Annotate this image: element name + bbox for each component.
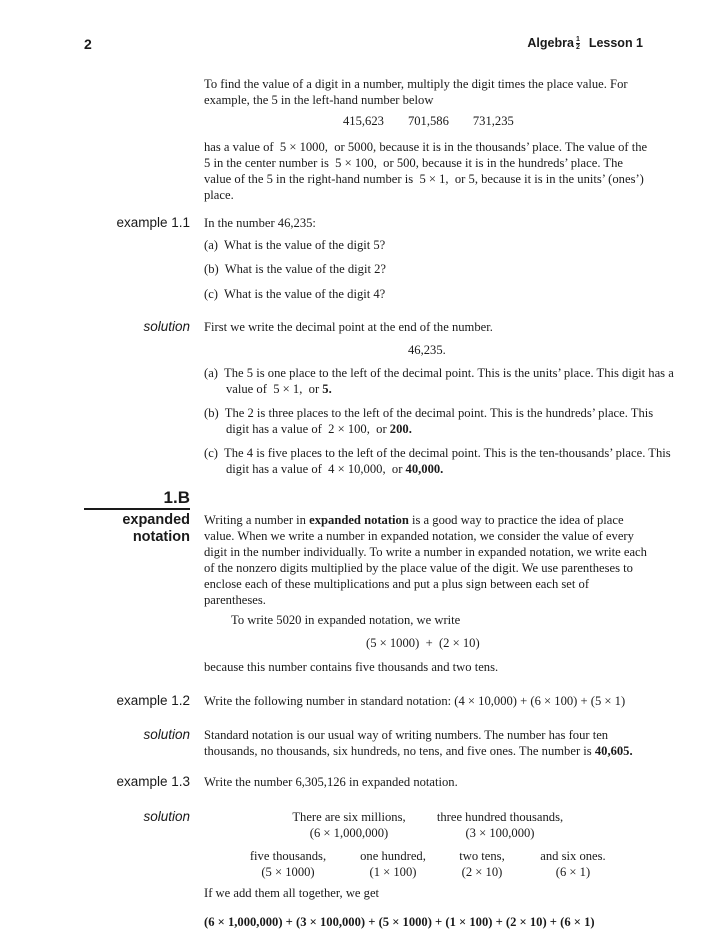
place-breakdown <box>350 848 436 880</box>
solution-text: First we write the decimal point at the end of the number. <box>204 320 493 334</box>
answer-text: (b) The 2 is three places to the left of the decimal point. This is the hundreds’ place. This digit has a value of 2 × 100, or <box>204 406 657 436</box>
expression: (6 × 1) <box>555 864 591 879</box>
expression: (5 × 1000) <box>261 864 315 879</box>
term: expanded notation <box>309 512 409 527</box>
breakdown-row <box>204 848 652 880</box>
solution-body <box>204 809 652 880</box>
decimal-number: 46,235. <box>408 343 446 357</box>
words: and six ones. <box>540 848 606 863</box>
expanded-sum: (6 × 1,000,000) + (3 × 100,000) + (5 × 1000) + (1 × 100) + (2 × 10) + (6 × 1) <box>204 914 595 929</box>
solution-1-1 <box>84 319 652 335</box>
answer-value: 5. <box>322 382 332 396</box>
sum-intro: If we add them all together, we get <box>204 885 380 900</box>
lesson-label: Lesson 1 <box>588 36 643 50</box>
section-paragraph <box>204 512 652 608</box>
place-breakdown <box>430 809 570 841</box>
question: (a) What is the value of the digit 5? <box>204 238 386 252</box>
question: (c) What is the value of the digit 4? <box>204 287 386 301</box>
words: two tens, <box>459 848 505 863</box>
words: There are six millions, <box>292 809 406 824</box>
intro-paragraph: To find the value of a digit in a number, multiply the digit times the place value. For example, the 5 in the left-hand number below <box>204 77 628 107</box>
answer-text: (a) The 5 is one place to the left of the decimal point. This is the units’ place. This digit has a value of 5 × 1, or <box>204 366 677 396</box>
section-title-line2: notation <box>132 528 190 545</box>
text: is a good way to practice the idea of place value. When we write a number in expanded notation, we consider the value of every digit in the number individually. To write a number in expanded notation, we write each of the nonzero digits multiplied by the place value of the digit. We use parentheses to enclose each of these multiplications and put a plus sign between each set of parentheses. <box>204 512 647 607</box>
solution-text <box>204 727 652 759</box>
breakdown-row <box>204 809 652 841</box>
place-breakdown <box>240 848 336 880</box>
example-label: example 1.2 <box>116 692 190 708</box>
expression: (6 × 1,000,000) <box>309 825 389 840</box>
words: three hundred thousands, <box>436 809 564 824</box>
section-rule <box>84 508 190 510</box>
place-breakdown <box>284 809 414 841</box>
answer-value: 40,000. <box>405 462 444 476</box>
example-1-1 <box>84 215 652 231</box>
example-prompt: Write the number 6,305,126 in expanded notation. <box>204 774 458 789</box>
example-label: example 1.3 <box>116 773 190 789</box>
answer <box>204 365 677 397</box>
example-1-3 <box>84 774 652 790</box>
fraction: $\frac{1}{2}$ <box>575 36 580 52</box>
section-number: 1.B <box>163 488 190 507</box>
place-breakdown <box>530 848 616 880</box>
solution-1-3 <box>84 809 652 880</box>
example-prompt: In the number 46,235: <box>204 216 316 230</box>
section-1b <box>84 512 652 608</box>
words: one hundred, <box>360 848 426 863</box>
text: Writing a number in <box>204 512 310 527</box>
page-body <box>84 76 677 930</box>
solution-1-2 <box>84 727 652 759</box>
formula: (5 × 1000) + (2 × 10) <box>366 635 480 650</box>
example-numbers <box>204 113 652 129</box>
answer <box>204 405 674 437</box>
answer-text: (c) The 4 is five places to the left of the decimal point. This is the ten-thousands’ place. This digit has a value of 4 × 10,000, or <box>204 446 674 476</box>
solution-label: solution <box>143 808 190 824</box>
answer-value: 200. <box>389 422 412 436</box>
number: 415,623 <box>343 114 384 128</box>
example-prompt: Write the following number in standard notation: (4 × 10,000) + (6 × 100) + (5 × 1) <box>204 693 626 708</box>
section-title <box>84 512 190 546</box>
question: (b) What is the value of the digit 2? <box>204 262 386 276</box>
example-label: example 1.1 <box>116 215 190 230</box>
expression: (1 × 100) <box>369 864 417 879</box>
answer-value: 40,605. <box>594 743 633 758</box>
number: 701,586 <box>407 114 449 128</box>
answer <box>204 445 674 477</box>
solution-label: solution <box>143 726 190 742</box>
text: Standard notation is our usual way of writing numbers. The number has four ten thousands, no thousands, six hundreds, no tens, and five ones. The number is <box>204 727 609 758</box>
expression: (3 × 100,000) <box>465 825 535 840</box>
section-title-line1: expanded <box>122 511 190 528</box>
page-number: 2 <box>84 36 92 52</box>
example-intro: To write 5020 in expanded notation, we write <box>231 612 461 627</box>
running-header <box>527 36 643 51</box>
place-breakdown <box>447 848 517 880</box>
section-heading <box>84 488 190 510</box>
expression: (2 × 10) <box>461 864 503 879</box>
explanation: because this number contains five thousands and two tens. <box>204 659 499 674</box>
solution-label: solution <box>143 319 190 334</box>
intro-explanation: has a value of 5 × 1000, or 5000, because it is in the thousands’ place. The value of the 5 in the center number is 5 × 100, or 500, because it is in the hundreds’ place. The value of the 5 in the right-hand number is 5 × 1, or 5, because it is in the units’ (ones’) place. <box>204 140 651 202</box>
words: five thousands, <box>249 848 327 863</box>
number: 731,235 <box>472 114 514 128</box>
example-1-2 <box>84 693 652 709</box>
book-title: Algebra <box>527 36 574 50</box>
